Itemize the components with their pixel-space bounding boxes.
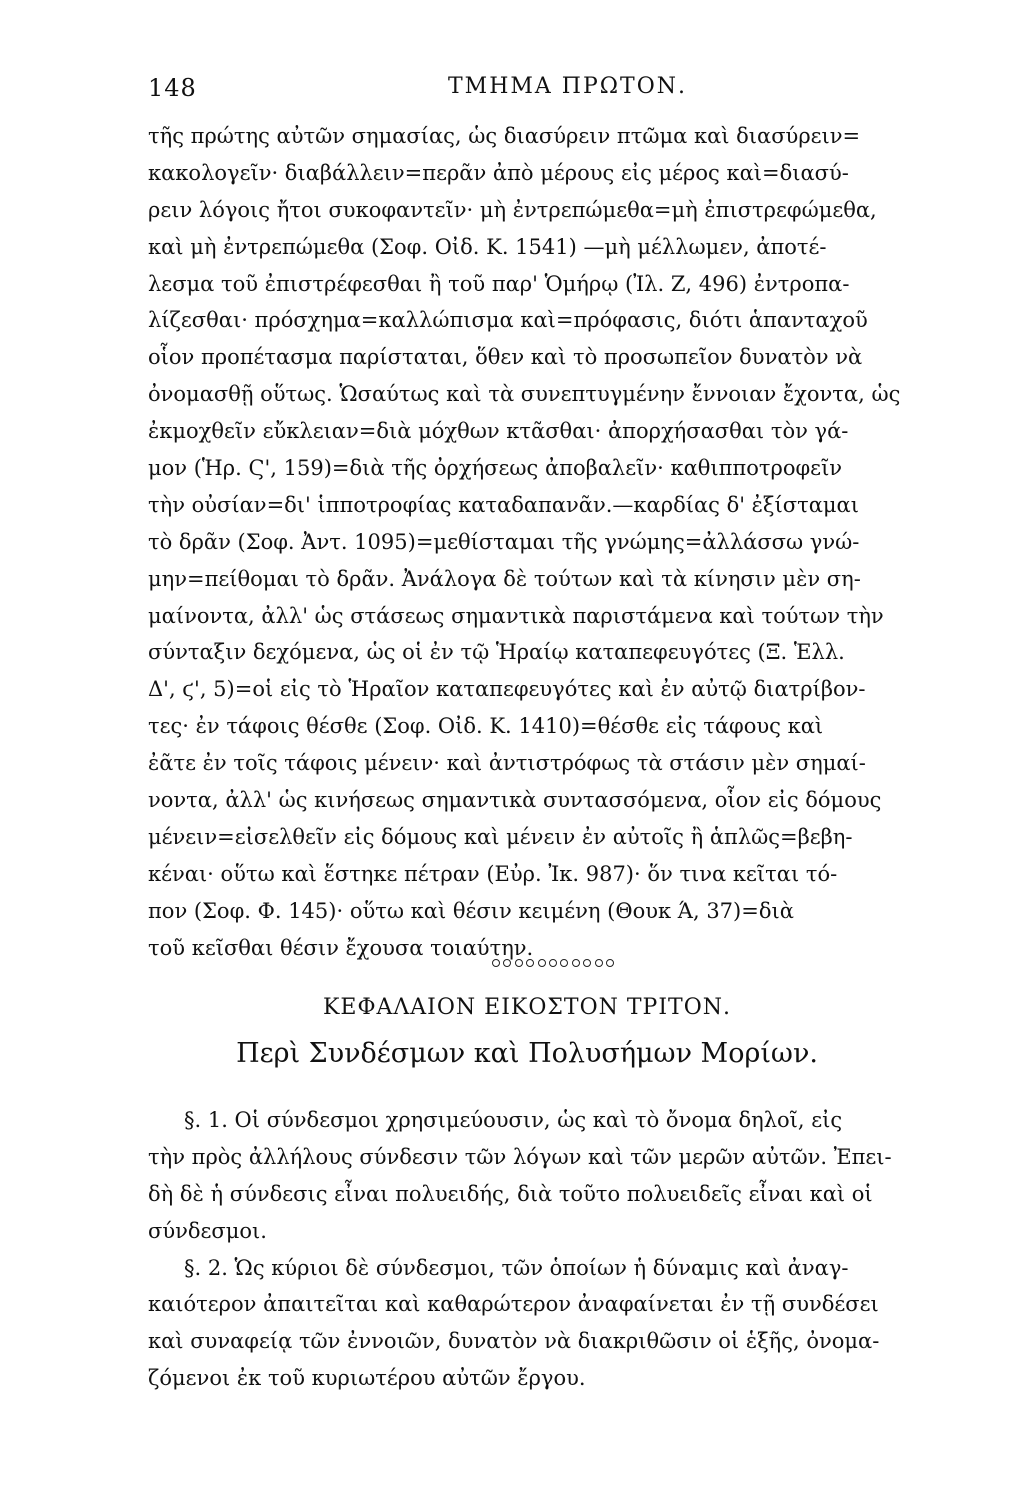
ornament-circle: [549, 959, 557, 967]
ornamental-divider: [492, 958, 614, 968]
text-line: λίζεσθαι· πρόσχημα=καλλώπισμα καὶ=πρόφασις, διότι ἁπανταχοῦ: [148, 308, 868, 333]
paragraph-2-line: καὶ συναφείᾳ τῶν ἐννοιῶν, δυνατὸν νὰ διακριθῶσιν οἱ ἑξῆς, ὀνομα-: [148, 1329, 880, 1354]
text-line: μην=πείθομαι τὸ δρᾶν. Ἀνάλογα δὲ τούτων καὶ τὰ κίνησιν μὲν ση-: [148, 566, 861, 591]
paragraph-1-line: §. 1. Οἱ σύνδεσμοι χρησιμεύουσιν, ὡς καὶ τὸ ὄνομα δηλοῖ, εἰς: [184, 1108, 843, 1132]
text-line: τὴν οὐσίαν=δι' ἱπποτροφίας καταδαπανᾶν.—καρδίας δ' ἐξίσταμαι: [148, 492, 859, 517]
text-line: σύνταξιν δεχόμενα, ὡς οἱ ἐν τῷ Ἡραίῳ καταπεφευγότες (Ξ. Ἑλλ.: [148, 640, 845, 665]
text-line: οἷον προπέτασμα παρίσταται, ὅθεν καὶ τὸ προσωπεῖον δυνατὸν νὰ: [148, 345, 863, 370]
text-line: τοῦ κεῖσθαι θέσιν ἔχουσα τοιαύτην.: [148, 935, 534, 960]
ornament-circle: [606, 959, 614, 967]
text-line: κέναι· οὕτω καὶ ἕστηκε πέτραν (Εὐρ. Ἰκ. 987)· ὅν τινα κεῖται τό-: [148, 861, 838, 886]
body-text: [148, 118, 928, 966]
ornament-circle: [492, 959, 500, 967]
ornament-circle: [583, 959, 591, 967]
ornament-circle: [503, 959, 511, 967]
text-line: τὸ δρᾶν (Σοφ. Ἀντ. 1095)=μεθίσταμαι τῆς γνώμης=ἀλλάσσω γνώ-: [148, 529, 860, 554]
section-text: [148, 1102, 928, 1397]
ornament-circle: [595, 959, 603, 967]
text-line: μον (Ἡρ. Ϛ', 159)=διὰ τῆς ὀρχήσεως ἀποβαλεῖν· καθιπποτροφεῖν: [148, 456, 843, 481]
text-line: πον (Σοφ. Φ. 145)· οὕτω καὶ θέσιν κειμένη (Θουκ Ά, 37)=διὰ: [148, 898, 794, 923]
paragraph-1-line: σύνδεσμοι.: [148, 1218, 267, 1243]
text-line: μένειν=εἰσελθεῖν εἰς δόμους καὶ μένειν ἐν αὐτοῖς ἢ ἁπλῶς=βεβη-: [148, 824, 853, 849]
text-line: ὀνομασθῇ οὕτως. Ὡσαύτως καὶ τὰ συνεπτυγμένην ἔννοιαν ἔχοντα, ὡς: [148, 382, 901, 407]
text-line: καὶ μὴ ἐντρεπώμεθα (Σοφ. Οἰδ. Κ. 1541) —μὴ μέλλωμεν, ἀποτέ-: [148, 234, 827, 259]
text-line: ἐκμοχθεῖν εὔκλειαν=διὰ μόχθων κτᾶσθαι· ἀπορχήσασθαι τὸν γά-: [148, 419, 849, 444]
page-number: 148: [148, 74, 197, 102]
paragraph-2-line: §. 2. Ὡς κύριοι δὲ σύνδεσμοι, τῶν ὁποίων ἡ δύναμις καὶ ἀναγ-: [184, 1255, 849, 1280]
text-line: νοντα, ἀλλ' ὡς κινήσεως σημαντικὰ συντασσόμενα, οἷον εἰς δόμους: [148, 788, 882, 813]
text-line: τες· ἐν τάφοις θέσθε (Σοφ. Οἰδ. Κ. 1410)=θέσθε εἰς τάφους καὶ: [148, 714, 824, 739]
chapter-title: ΚΕΦΑΛΑΙΟΝ ΕΙΚΟΣΤΟΝ ΤΡΙΤΟΝ.: [322, 995, 731, 1020]
paragraph-2-line: ζόμενοι ἐκ τοῦ κυριωτέρου αὐτῶν ἔργου.: [148, 1366, 586, 1391]
text-line: ἐᾶτε ἐν τοῖς τάφοις μένειν· καὶ ἀντιστρόφως τὰ στάσιν μὲν σημαί-: [148, 751, 866, 776]
running-title: ΤΜΗΜΑ ΠΡΩΤΟΝ.: [448, 74, 687, 99]
text-line: μαίνοντα, ἀλλ' ὡς στάσεως σημαντικὰ παριστάμενα καὶ τούτων τὴν: [148, 603, 884, 628]
ornament-circle: [572, 959, 580, 967]
text-line: κακολογεῖν· διαβάλλειν=περᾶν ἀπὸ μέρους εἰς μέρος καὶ=διασύ-: [148, 160, 849, 185]
paragraph-1-line: τὴν πρὸς ἀλλήλους σύνδεσιν τῶν λόγων καὶ τῶν μερῶν αὐτῶν. Ἐπει-: [148, 1144, 892, 1169]
text-line: τῆς πρώτης αὐτῶν σημασίας, ὡς διασύρειν πτῶμα καὶ διασύρειν=: [148, 124, 861, 148]
ornament-circle: [515, 959, 523, 967]
text-line: Δ', ϛ', 5)=οἱ εἰς τὸ Ἡραῖον καταπεφευγότες καὶ ἐν αὐτῷ διατρίβον-: [148, 677, 866, 702]
ornament-circle: [526, 959, 534, 967]
ornament-circle: [560, 959, 568, 967]
paragraph-2-line: καιότερον ἀπαιτεῖται καὶ καθαρώτερον ἀναφαίνεται ἐν τῇ συνδέσει: [148, 1292, 879, 1317]
text-line: λεσμα τοῦ ἐπιστρέφεσθαι ἢ τοῦ παρ' Ὁμήρῳ (Ἰλ. Ζ, 496) ἐντροπα-: [148, 271, 850, 296]
paragraph-1-line: δὴ δὲ ἡ σύνδεσις εἶναι πολυειδής, διὰ τοῦτο πολυειδεῖς εἶναι καὶ οἱ: [148, 1181, 873, 1206]
ornament-circle: [538, 959, 546, 967]
text-line: ρειν λόγοις ἤτοι συκοφαντεῖν· μὴ ἐντρεπώμεθα=μὴ ἐπιστρεφώμεθα,: [148, 197, 877, 222]
chapter-subtitle: Περὶ Συνδέσμων καὶ Πολυσήμων Μορίων.: [236, 1038, 818, 1069]
